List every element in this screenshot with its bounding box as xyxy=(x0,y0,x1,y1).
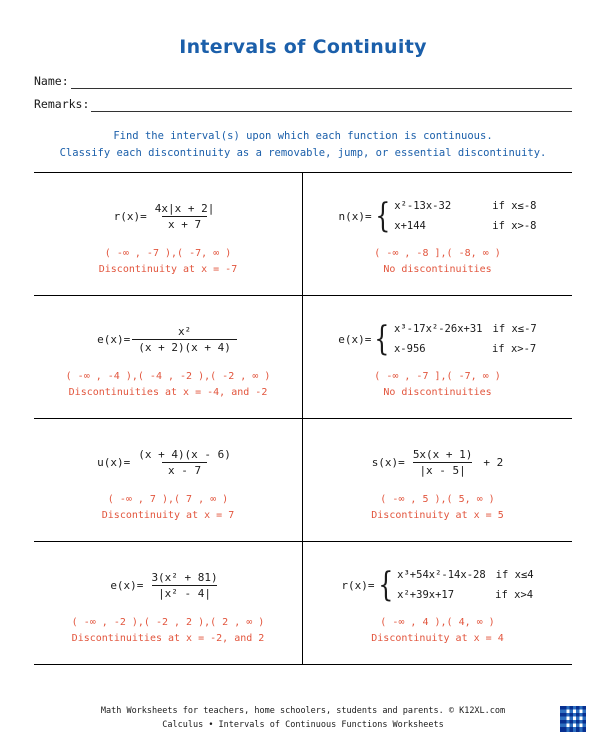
problem-cell-2 xyxy=(303,173,572,295)
instructions-line-2: Classify each discontinuity as a removable, jump, or essential discontinuity. xyxy=(59,147,547,159)
answer-intervals: ( -∞ , 7 ),( 7 , ∞ ) xyxy=(107,494,229,505)
fraction-denominator: (x + 2)(x + 4) xyxy=(132,339,237,354)
problem-row xyxy=(34,173,572,296)
answer-discontinuity: Discontinuities at x = -4, and -2 xyxy=(68,387,268,398)
piecewise-rows xyxy=(394,319,537,359)
answer-intervals: ( -∞ , 4 ),( 4, ∞ ) xyxy=(380,617,495,628)
footer-line-2: Calculus • Intervals of Continuous Functions Worksheets xyxy=(162,720,444,730)
piecewise-expression: x³+54x²-14x-28 xyxy=(397,569,486,581)
problem-expression xyxy=(40,561,296,609)
fraction xyxy=(145,571,223,600)
piecewise-rows xyxy=(394,196,536,236)
answer-intervals: ( -∞ , -7 ],( -7, ∞ ) xyxy=(374,371,501,382)
page-title: Intervals of Continuity xyxy=(179,36,427,58)
problem-expression xyxy=(309,192,566,240)
piecewise-row xyxy=(394,196,536,216)
qr-code-icon[interactable] xyxy=(560,706,586,732)
problem-row xyxy=(34,296,572,419)
piecewise-condition: if x>-8 xyxy=(492,220,537,232)
piecewise-condition: if x≤4 xyxy=(495,569,534,581)
piecewise-expression: x²+39x+17 xyxy=(397,589,455,601)
fraction-numerator: 5x(x + 1) xyxy=(412,447,473,461)
piecewise xyxy=(375,565,534,605)
problem-cell-4 xyxy=(303,296,572,418)
piecewise-condition: if x>4 xyxy=(495,589,534,601)
answer-discontinuity: Discontinuities at x = -2, and 2 xyxy=(71,633,265,644)
answer-discontinuity: No discontinuities xyxy=(383,387,492,398)
fraction-numerator: 3(x² + 81) xyxy=(151,570,218,584)
answer-intervals: ( -∞ , -7 ),( -7, ∞ ) xyxy=(104,248,232,259)
instructions-line-1: Find the interval(s) upon which each function is continuous. xyxy=(113,130,493,142)
problem-expression xyxy=(40,438,296,486)
problem-cell-1 xyxy=(34,173,303,295)
piecewise-expression: x-956 xyxy=(393,343,426,355)
footer-line-1: Math Worksheets for teachers, home schoolers, students and parents. © K12XL.com xyxy=(100,706,506,716)
problem-expression xyxy=(309,561,566,609)
answer-discontinuity: Discontinuity at x = -7 xyxy=(98,264,238,275)
brace-icon: { xyxy=(377,565,393,605)
piecewise-row xyxy=(397,585,533,605)
answer-discontinuity: Discontinuity at x = 4 xyxy=(371,633,504,644)
fraction-denominator: |x² - 4| xyxy=(152,585,217,600)
fraction-denominator: |x - 5| xyxy=(413,462,471,477)
expression-tail: + 2 xyxy=(483,455,504,469)
piecewise xyxy=(372,196,537,236)
problem-expression xyxy=(40,315,296,363)
function-name: n(x)= xyxy=(338,209,372,223)
piecewise-condition: if x≤-8 xyxy=(492,200,537,212)
function-name: u(x)= xyxy=(97,455,131,469)
piecewise-condition: if x>-7 xyxy=(491,343,537,355)
piecewise-expression: x+144 xyxy=(394,220,426,232)
fraction-denominator: x - 7 xyxy=(162,462,207,477)
fraction-numerator: (x + 4)(x - 6) xyxy=(138,447,231,461)
problems-grid xyxy=(34,172,572,665)
problem-row xyxy=(34,542,572,664)
problem-expression xyxy=(309,438,566,486)
brace-icon: { xyxy=(374,196,391,236)
piecewise xyxy=(371,319,536,359)
footer xyxy=(0,704,606,732)
answer-intervals: ( -∞ , 5 ),( 5, ∞ ) xyxy=(380,494,495,505)
problem-cell-5 xyxy=(34,419,303,541)
answer-discontinuity: No discontinuities xyxy=(383,264,492,275)
problem-cell-3 xyxy=(34,296,303,418)
fraction xyxy=(132,448,237,477)
piecewise-row xyxy=(394,319,537,339)
fraction-numerator: x² xyxy=(177,324,192,338)
answer-discontinuity: Discontinuity at x = 5 xyxy=(371,510,504,521)
piecewise-rows xyxy=(397,565,533,605)
remarks-field-row xyxy=(34,97,572,112)
problem-cell-8 xyxy=(303,542,572,664)
brace-icon: { xyxy=(374,319,390,359)
problem-expression xyxy=(40,192,296,240)
function-name: s(x)= xyxy=(371,455,405,469)
problem-expression xyxy=(309,315,566,363)
problem-cell-6 xyxy=(303,419,572,541)
fraction xyxy=(149,202,221,231)
remarks-field-input[interactable] xyxy=(91,98,572,112)
function-name: r(x)= xyxy=(341,578,375,592)
name-field-label: Name: xyxy=(34,74,69,88)
piecewise-row xyxy=(394,216,536,236)
piecewise-row xyxy=(397,565,533,585)
problem-cell-7 xyxy=(34,542,303,664)
problem-row xyxy=(34,419,572,542)
answer-discontinuity: Discontinuity at x = 7 xyxy=(101,510,235,521)
answer-intervals: ( -∞ , -4 ),( -4 , -2 ),( -2 , ∞ ) xyxy=(65,371,271,382)
piecewise-row xyxy=(394,339,537,359)
fraction xyxy=(407,448,479,477)
answer-intervals: ( -∞ , -2 ),( -2 , 2 ),( 2 , ∞ ) xyxy=(71,617,265,628)
piecewise-condition: if x≤-7 xyxy=(492,323,537,335)
piecewise-expression: x²-13x-32 xyxy=(394,200,452,212)
function-name: e(x)= xyxy=(97,332,131,346)
piecewise-expression: x³-17x²-26x+31 xyxy=(393,323,483,335)
answer-intervals: ( -∞ , -8 ],( -8, ∞ ) xyxy=(374,248,501,259)
name-field-input[interactable] xyxy=(71,75,572,89)
fraction-denominator: x + 7 xyxy=(162,216,207,231)
name-field-row xyxy=(34,74,572,89)
function-name: e(x)= xyxy=(110,578,144,592)
function-name: e(x)= xyxy=(338,332,372,346)
instructions xyxy=(34,128,572,162)
function-name: r(x)= xyxy=(113,209,147,223)
fraction xyxy=(132,325,237,354)
fraction-numerator: 4x|x + 2| xyxy=(154,201,215,215)
remarks-field-label: Remarks: xyxy=(34,97,90,111)
